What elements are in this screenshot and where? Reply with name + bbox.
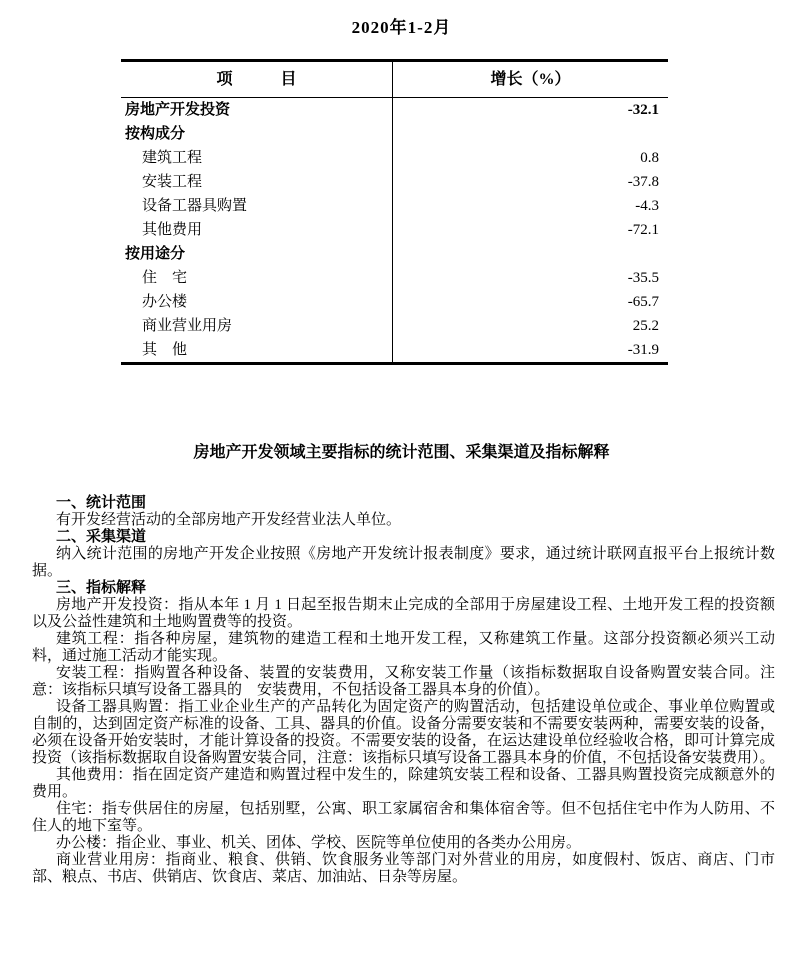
table-row — [121, 98, 668, 122]
table-header-growth: 增长（%） — [490, 71, 571, 88]
row-value — [393, 242, 668, 266]
section-subheading: 二、采集渠道 — [56, 529, 147, 545]
row-label: 其 他 — [121, 338, 393, 362]
row-label: 房地产开发投资 — [121, 98, 393, 122]
row-value: -65.7 — [627, 294, 659, 310]
table-row — [121, 122, 668, 146]
row-label: 按用途分 — [121, 242, 393, 266]
table-row — [121, 170, 668, 194]
row-value: 0.8 — [640, 150, 659, 166]
paragraph: 办公楼：指企业、事业、机关、团体、学校、医院等单位使用的各类办公用房。 — [56, 835, 582, 851]
row-label: 商业营业用房 — [121, 314, 393, 338]
row-label: 办公楼 — [121, 290, 393, 314]
table-row — [121, 266, 668, 290]
table-body — [121, 98, 668, 362]
paragraph: 纳入统计范围的房地产开发企业按照《房地产开发统计报表制度》要求，通过统计联网直报平台上报统计数据。 — [32, 546, 775, 579]
row-label: 安装工程 — [121, 170, 393, 194]
section-body — [32, 495, 775, 886]
row-value: -31.9 — [627, 342, 659, 358]
paragraph: 商业营业用房：指商业、粮食、供销、饮食服务业等部门对外营业的用房，如度假村、饭店、商店、门市部、粮点、书店、供销店、饮食店、菜店、加油站、日杂等房屋。 — [32, 852, 775, 885]
row-label: 其他费用 — [121, 218, 393, 242]
row-label: 住 宅 — [121, 266, 393, 290]
table-row — [121, 146, 668, 170]
row-value: -37.8 — [627, 174, 659, 190]
table-header-item: 项 目 — [121, 62, 393, 97]
row-label: 建筑工程 — [121, 146, 393, 170]
page-title: 2020年1-2月 — [351, 18, 452, 37]
table-row — [121, 242, 668, 266]
row-label: 设备工器具购置 — [121, 194, 393, 218]
paragraph: 有开发经营活动的全部房地产开发经营业法人单位。 — [56, 512, 402, 528]
table-row — [121, 194, 668, 218]
section-subheading: 一、统计范围 — [56, 495, 147, 511]
paragraph: 建筑工程：指各种房屋，建筑物的建造工程和土地开发工程，又称建筑工作量。这部分投资额必须兴工动料，通过施工活动才能实现。 — [32, 631, 775, 664]
paragraph: 安装工程：指购置各种设备、装置的安装费用，又称安装工作量（该指标数据取自设备购置安装合同。注意：该指标只填写设备工器具的 安装费用，不包括设备工器具本身的价值）。 — [32, 665, 775, 698]
paragraph: 住宅：指专供居住的房屋，包括别墅，公寓、职工家属宿舍和集体宿舍等。但不包括住宅中作为人防用、不住人的地下室等。 — [32, 801, 775, 834]
row-label: 按构成分 — [121, 122, 393, 146]
section-heading: 房地产开发领域主要指标的统计范围、采集渠道及指标解释 — [193, 444, 610, 461]
table-row — [121, 218, 668, 242]
row-value: -4.3 — [635, 198, 659, 214]
row-value: -72.1 — [627, 222, 659, 238]
table-row — [121, 338, 668, 362]
row-value — [393, 122, 668, 146]
row-value: 25.2 — [632, 318, 659, 334]
table-row — [121, 290, 668, 314]
stats-table — [121, 59, 668, 365]
row-value: -35.5 — [627, 270, 659, 286]
section-subheading: 三、指标解释 — [56, 580, 147, 596]
table-row — [121, 314, 668, 338]
paragraph: 设备工器具购置：指工业企业生产的产品转化为固定资产的购置活动，包括建设单位或企、事业单位购置或自制的，达到固定资产标准的设备、工具、器具的价值。设备分需要安装和不需要安装两种，需要安装的设备，必须在设备开始安装时，才能计算设备的投资。不需要安装的设备，在运达建设单位经验收合格，即可计算完成投资（该指标数据取自设备购置安装合同，注意：该指标只填写设备工器具本身的价值，不包括设备安装费用）。 — [32, 699, 775, 766]
row-value: -32.1 — [627, 102, 659, 118]
paragraph: 其他费用：指在固定资产建造和购置过程中发生的，除建筑安装工程和设备、工器具购置投资完成额意外的费用。 — [32, 767, 775, 800]
table-header-row — [121, 62, 668, 98]
paragraph: 房地产开发投资：指从本年 1 月 1 日起至报告期末止完成的全部用于房屋建设工程、土地开发工程的投资额以及公益性建筑和土地购置费等的投资。 — [32, 597, 775, 630]
